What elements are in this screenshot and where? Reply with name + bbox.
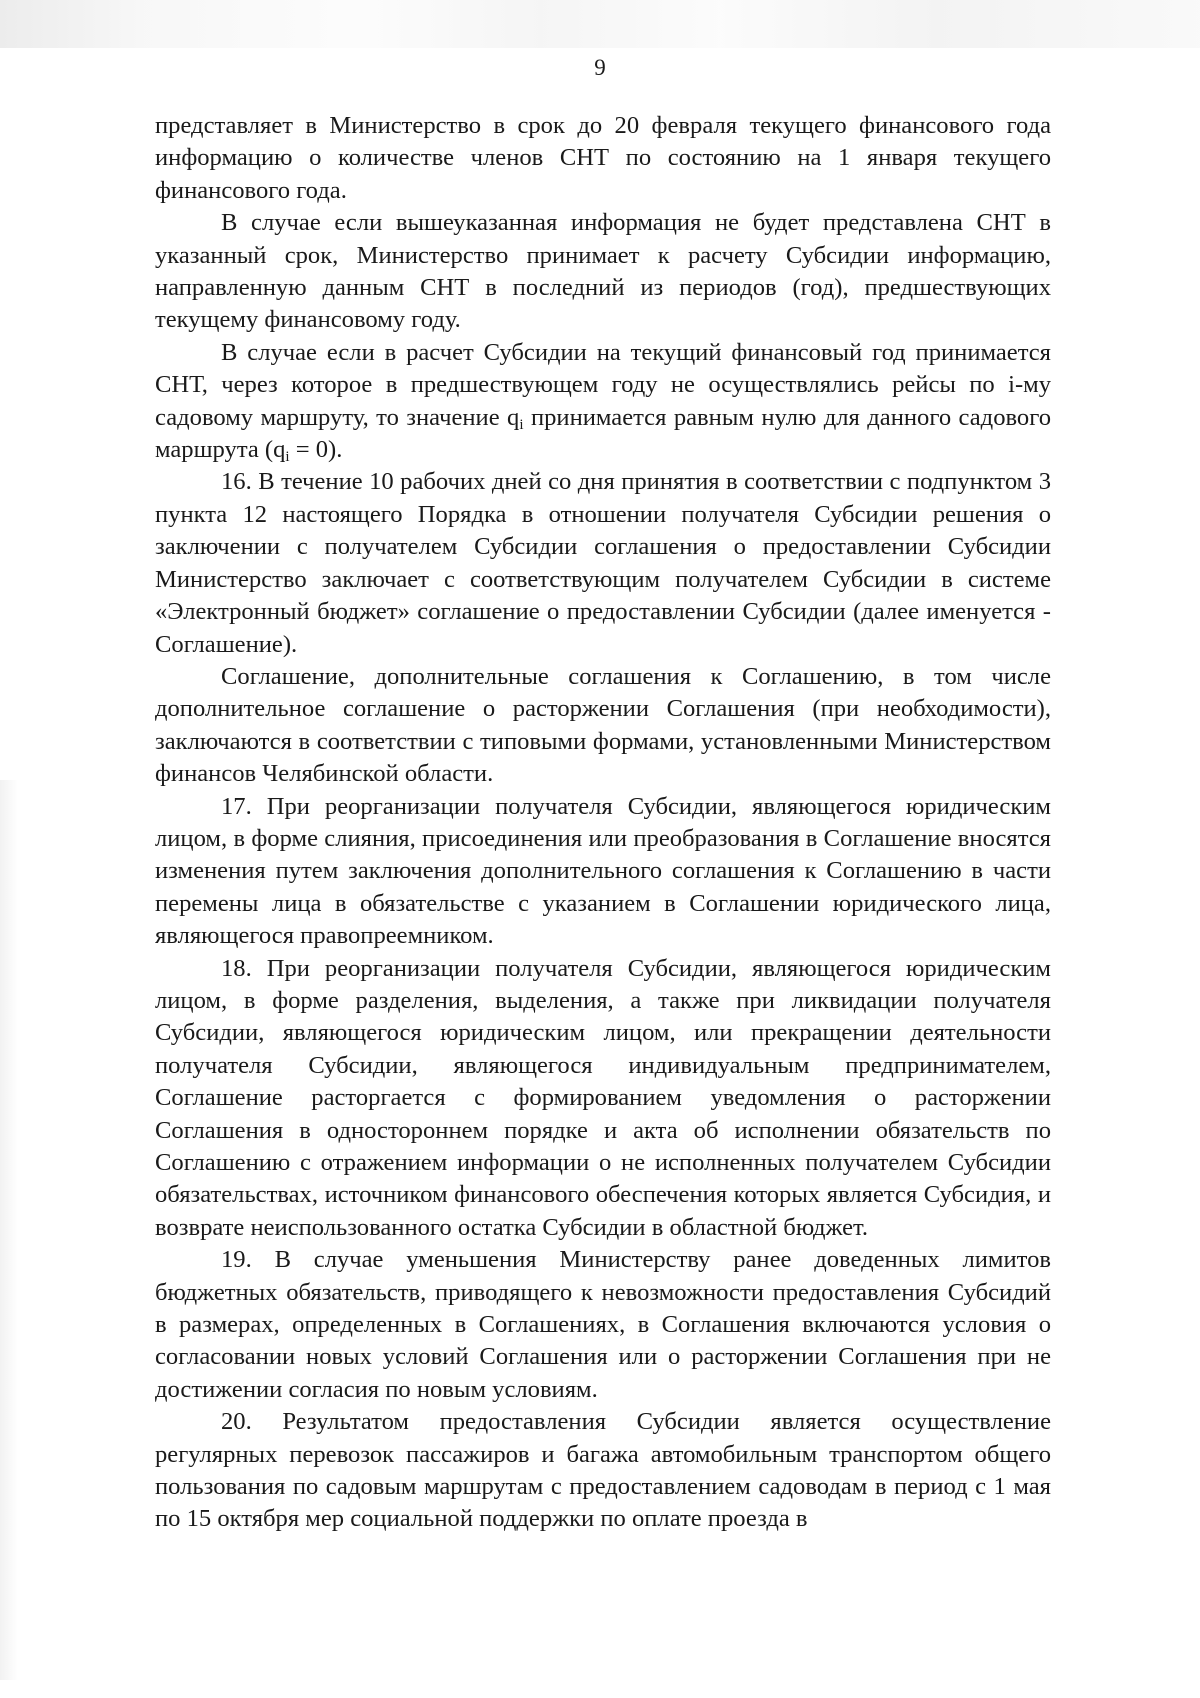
subscript-i: i [519, 416, 524, 433]
paragraph-continuation: представляет в Министерство в срок до 20 февраля текущего финансового года информацию о количестве членов СНТ по состоянию на 1 января текущего финансового года. [155, 112, 1051, 204]
paragraph-q-zero-part-a: В случае если в расчет Субсидии на текущий финансовый год принимается СНТ, через которое в предшествующем году не осуществлялись рейсы по i-му садовому маршруту, то значение q [155, 338, 1051, 431]
paragraph-agreement-forms: Соглашение, дополнительные соглашения к Соглашению, в том числе дополнительное соглашение о расторжении Соглашения (при необходимости), заключаются в соответствии с типовыми формами, установленными Министерством финансов Челябинской области. [155, 662, 1051, 788]
subscript-i: i [285, 449, 290, 466]
paragraph-clause-18: 18. При реорганизации получателя Субсидии, являющегося юридическим лицом, в форме разделения, выделения, а также при ликвидации получателя Субсидии, являющегося юридическим лицом, или прекращении деятельности получателя Субсидии, являющегося индивидуальным предпринимателем, Соглашение расторгается с формированием уведомления о расторжении Соглашения в одностороннем порядке и акта об исполнении обязательств по Соглашению с отражением информации о не исполненных получателем Субсидии обязательствах, источником финансового обеспечения которых является Субсидия, и возврате неиспользованного остатка Субсидии в областной бюджет. [155, 954, 1051, 1241]
paragraph-info-not-submitted: В случае если вышеуказанная информация не будет представлена СНТ в указанный срок, Министерство принимает к расчету Субсидии информацию, направленную данным СНТ в последний из периодов (год), предшествующих текущему финансовому году. [155, 209, 1051, 334]
paragraph-clause-19: 19. В случае уменьшения Министерству ранее доведенных лимитов бюджетных обязательств, приводящего к невозможности предоставления Субсидий в размерах, определенных в Соглашениях, в Соглашения включаются условия о согласовании новых условий Соглашения или о расторжении Соглашения при не достижении согласия по новым условиям. [155, 1246, 1051, 1403]
document-body [155, 110, 1051, 1536]
scan-artifact-top [0, 0, 1200, 48]
scan-artifact-left-edge [0, 780, 18, 1680]
paragraph-clause-17: 17. При реорганизации получателя Субсидии, являющегося юридическим лицом, в форме слияния, присоединения или преобразования в Соглашение вносятся изменения путем заключения дополнительного соглашения к Соглашению в части перемены лица в обязательстве с указанием в Соглашении юридического лица, являющегося правопреемником. [155, 792, 1051, 950]
paragraph-q-zero [155, 337, 1051, 467]
paragraph-clause-16: 16. В течение 10 рабочих дней со дня принятия в соответствии с подпунктом 3 пункта 12 настоящего Порядка в отношении получателя Субсидии решения о заключении с получателем Субсидии соглашения о предоставлении Субсидии Министерство заключает с соответствующим получателем Субсидии в системе «Электронный бюджет» соглашение о предоставлении Субсидии (далее именуется - Соглашение). [155, 468, 1051, 658]
paragraph-q-zero-part-c: = 0). [289, 436, 343, 464]
page-number: 9 [594, 55, 606, 80]
paragraph-q-zero-part-b: принимается равным нулю для данного садового маршрута (q [155, 403, 1051, 464]
paragraph-clause-20: 20. Результатом предоставления Субсидии является осуществление регулярных перевозок пассажиров и багажа автомобильным транспортом общего пользования по садовым маршрутам с предоставлением садоводам в период с 1 мая по 15 октября мер социальной поддержки по оплате проезда в [155, 1408, 1051, 1533]
